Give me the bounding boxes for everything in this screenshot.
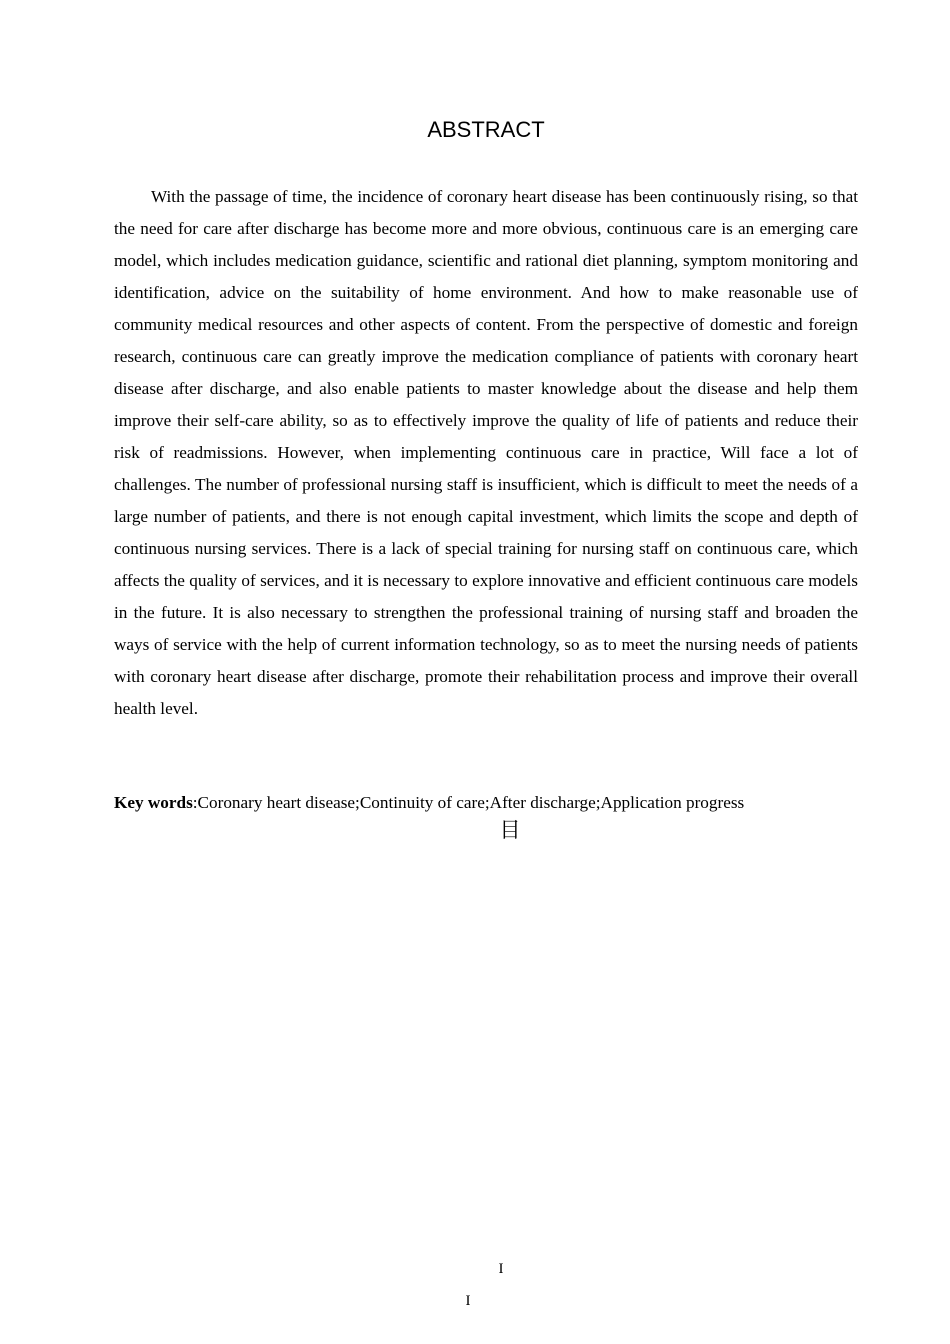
abstract-heading: ABSTRACT: [427, 117, 545, 142]
page-number: I: [498, 1261, 504, 1277]
footer-page-number: I: [465, 1293, 471, 1309]
table-of-contents-heading: 目: [499, 818, 521, 842]
keywords-label: Key words: [114, 793, 193, 812]
abstract-paragraph: With the passage of time, the incidence of coronary heart disease has been continuously rising, so that the need for care after discharge has become more and more obvious, continuous care is an emerging care model, which includes medication guidance, scientific and rational diet planning, symptom monitoring and identification, advice on the suitability of home environment. And how to make reasonable use of community medical resources and other aspects of content. From the perspective of domestic and foreign research, continuous care can greatly improve the medication compliance of patients with coronary heart disease after discharge, and also enable patients to master knowledge about the disease and help them improve their self-care ability, so as to effectively improve the quality of life of patients and reduce their risk of readmissions. However, when implementing continuous care in practice, Will face a lot of challenges. The number of professional nursing staff is insufficient, which is difficult to meet the needs of a large number of patients, and there is not enough capital investment, which limits the scope and depth of continuous nursing services. There is a lack of special training for nursing staff on continuous care, which affects the quality of services, and it is necessary to explore innovative and efficient continuous care models in the future. It is also necessary to strengthen the professional training of nursing staff and broaden the ways of service with the help of current information technology, so as to meet the nursing needs of patients with coronary heart disease after discharge, promote their rehabilitation process and improve their overall health level.: [114, 187, 858, 718]
keywords-list: :Coronary heart disease;Continuity of care;After discharge;Application progress: [192, 793, 745, 812]
